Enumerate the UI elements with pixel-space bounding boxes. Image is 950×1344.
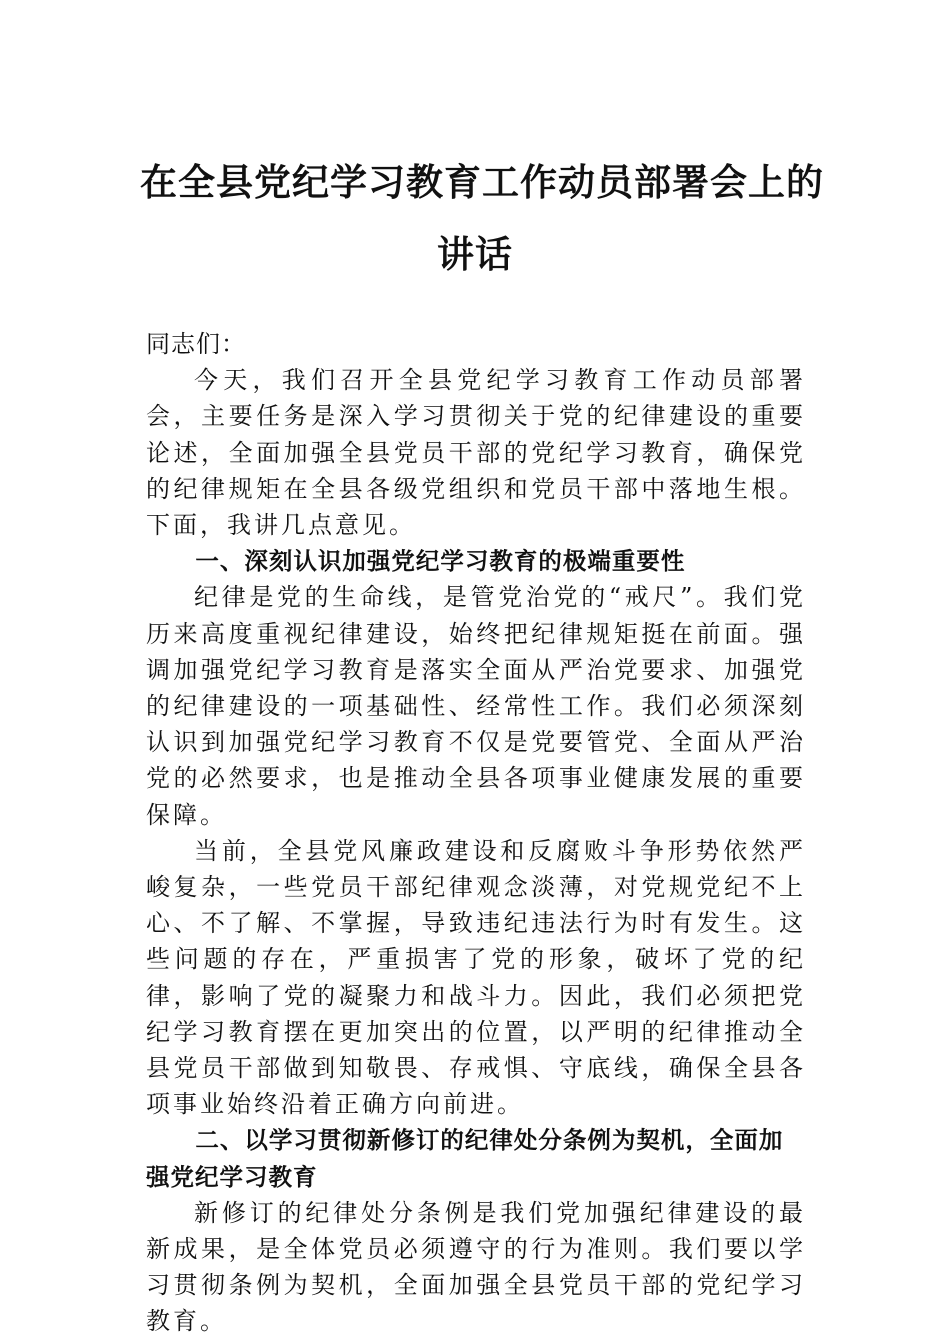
document-title-line-1: 在全县党纪学习教育工作动员部署会上的 [140, 160, 824, 204]
salutation: 同志们： [146, 330, 246, 358]
section-1-paragraph-2: 当前，全县党风廉政建设和反腐败斗争形势依然严峻复杂，一些党员干部纪律观念淡薄，对党规党纪不上心、不了解、不掌握，导致违纪违法行为时有发生。这些问题的存在，严重损害了党的形象，破坏了党的纪律，影响了党的凝聚力和战斗力。因此，我们必须把党纪学习教育摆在更加突出的位置，以严明的纪律推动全县党员干部做到知敬畏、存戒惧、守底线，确保全县各项事业始终沿着正确方向前进。 [146, 836, 806, 1119]
section-2-heading: 二、以学习贯彻新修订的纪律处分条例为契机，全面加强党纪学习教育 [146, 1126, 784, 1191]
document-title-line-2: 讲话 [437, 232, 513, 276]
intro-paragraph: 今天，我们召开全县党纪学习教育工作动员部署会，主要任务是深入学习贯彻关于党的纪律建设的重要论述，全面加强全县党员干部的党纪学习教育，确保党的纪律规矩在全县各级党组织和党员干部中落地生根。下面，我讲几点意见。 [146, 366, 806, 540]
document-body [146, 326, 806, 1340]
section-2-paragraph-1: 新修订的纪律处分条例是我们党加强纪律建设的最新成果，是全体党员必须遵守的行为准则。我们要以学习贯彻条例为契机，全面加强全县党员干部的党纪学习教育。 [146, 1198, 806, 1336]
section-1-paragraph-1: 纪律是党的生命线，是管党治党的“戒尺”。我们党历来高度重视纪律建设，始终把纪律规矩挺在前面。强调加强党纪学习教育是落实全面从严治党要求、加强党的纪律建设的一项基础性、经常性工作。我们必须深刻认识到加强党纪学习教育不仅是党要管党、全面从严治党的必然要求，也是推动全县各项事业健康发展的重要保障。 [146, 583, 806, 829]
section-1-heading: 一、深刻认识加强党纪学习教育的极端重要性 [195, 547, 686, 576]
